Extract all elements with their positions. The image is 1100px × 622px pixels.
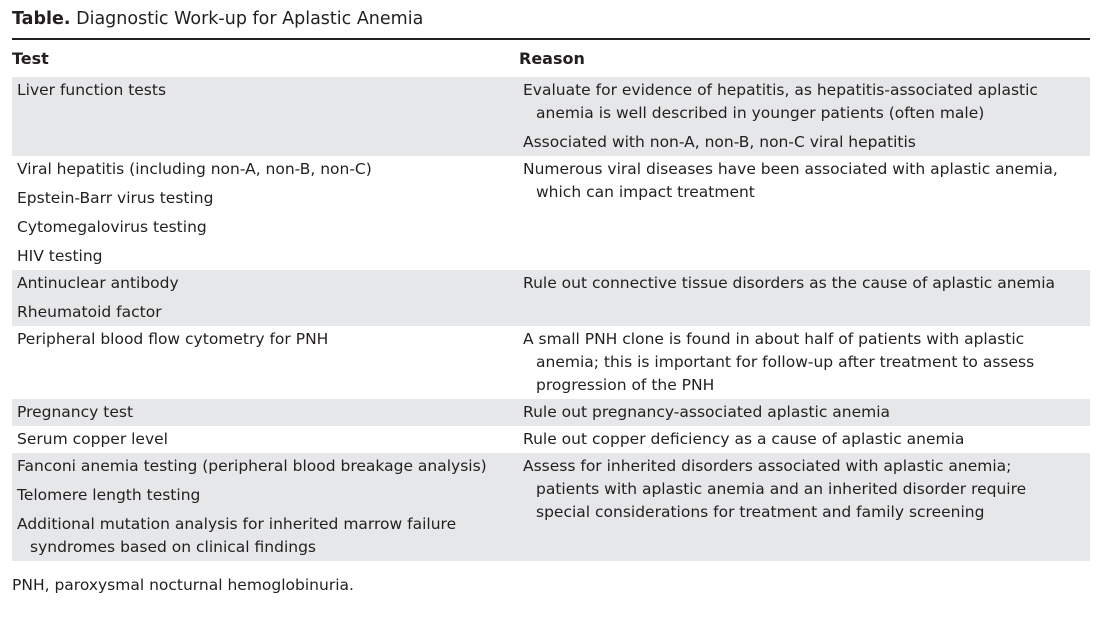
table-caption-text: Diagnostic Work-up for Aplastic Anemia <box>76 9 424 29</box>
test-item: Telomere length testing <box>17 486 201 504</box>
reason-item: Rule out connective tissue disorders as the cause of aplastic anemia <box>523 274 1056 292</box>
test-item: Fanconi anemia testing (peripheral blood breakage analysis) <box>17 457 487 475</box>
reason-cell <box>518 156 1090 270</box>
test-cell <box>12 326 518 399</box>
reason-item: A small PNH clone is found in about half of patients with aplastic anemia; this is important for follow-up after treatment to assess progression of the PNH <box>523 330 1035 394</box>
table-figure <box>12 0 1090 595</box>
table-row <box>12 326 1090 399</box>
test-cell <box>12 399 518 426</box>
reason-cell <box>518 270 1090 326</box>
table-header-row <box>12 39 1090 77</box>
test-item: Epstein-Barr virus testing <box>17 189 214 207</box>
reason-item: Evaluate for evidence of hepatitis, as hepatitis-associated aplastic anemia is well described in younger patients (often male) <box>523 81 1038 122</box>
test-cell <box>12 156 518 270</box>
table-row <box>12 453 1090 561</box>
test-cell <box>12 453 518 561</box>
table-row <box>12 426 1090 453</box>
column-header-test: Test <box>12 49 49 68</box>
column-header-reason: Reason <box>519 49 585 68</box>
reason-item: Associated with non-A, non-B, non-C viral hepatitis <box>523 133 916 151</box>
reason-cell <box>518 399 1090 426</box>
test-cell <box>12 270 518 326</box>
table-row <box>12 77 1090 156</box>
table-body <box>12 77 1090 561</box>
table-row <box>12 156 1090 270</box>
reason-cell <box>518 77 1090 156</box>
reason-cell <box>518 453 1090 561</box>
test-item: Antinuclear antibody <box>17 274 179 292</box>
table-row <box>12 399 1090 426</box>
test-cell <box>12 426 518 453</box>
test-item: Peripheral blood flow cytometry for PNH <box>17 330 329 348</box>
test-cell <box>12 77 518 156</box>
test-item: Serum copper level <box>17 430 168 448</box>
reason-item: Rule out copper deficiency as a cause of aplastic anemia <box>523 430 965 448</box>
table-caption <box>12 0 1090 38</box>
test-item: Additional mutation analysis for inherited marrow failure syndromes based on clinical findings <box>17 515 457 556</box>
test-item: Liver function tests <box>17 81 167 99</box>
reason-item: Numerous viral diseases have been associated with aplastic anemia, which can impact treatment <box>523 160 1058 201</box>
reason-cell <box>518 326 1090 399</box>
reason-item: Assess for inherited disorders associated with aplastic anemia; patients with aplastic anemia and an inherited disorder require special considerations for treatment and family screening <box>523 457 1027 521</box>
table-footnote: PNH, paroxysmal nocturnal hemoglobinuria. <box>12 576 354 594</box>
test-item: Viral hepatitis (including non-A, non-B, non-C) <box>17 160 372 178</box>
diagnostic-table <box>12 38 1090 561</box>
reason-item: Rule out pregnancy-associated aplastic anemia <box>523 403 891 421</box>
test-item: HIV testing <box>17 247 103 265</box>
test-item: Pregnancy test <box>17 403 134 421</box>
table-row <box>12 270 1090 326</box>
reason-cell <box>518 426 1090 453</box>
test-item: Cytomegalovirus testing <box>17 218 207 236</box>
table-caption-label: Table. <box>12 9 71 29</box>
test-item: Rheumatoid factor <box>17 303 162 321</box>
